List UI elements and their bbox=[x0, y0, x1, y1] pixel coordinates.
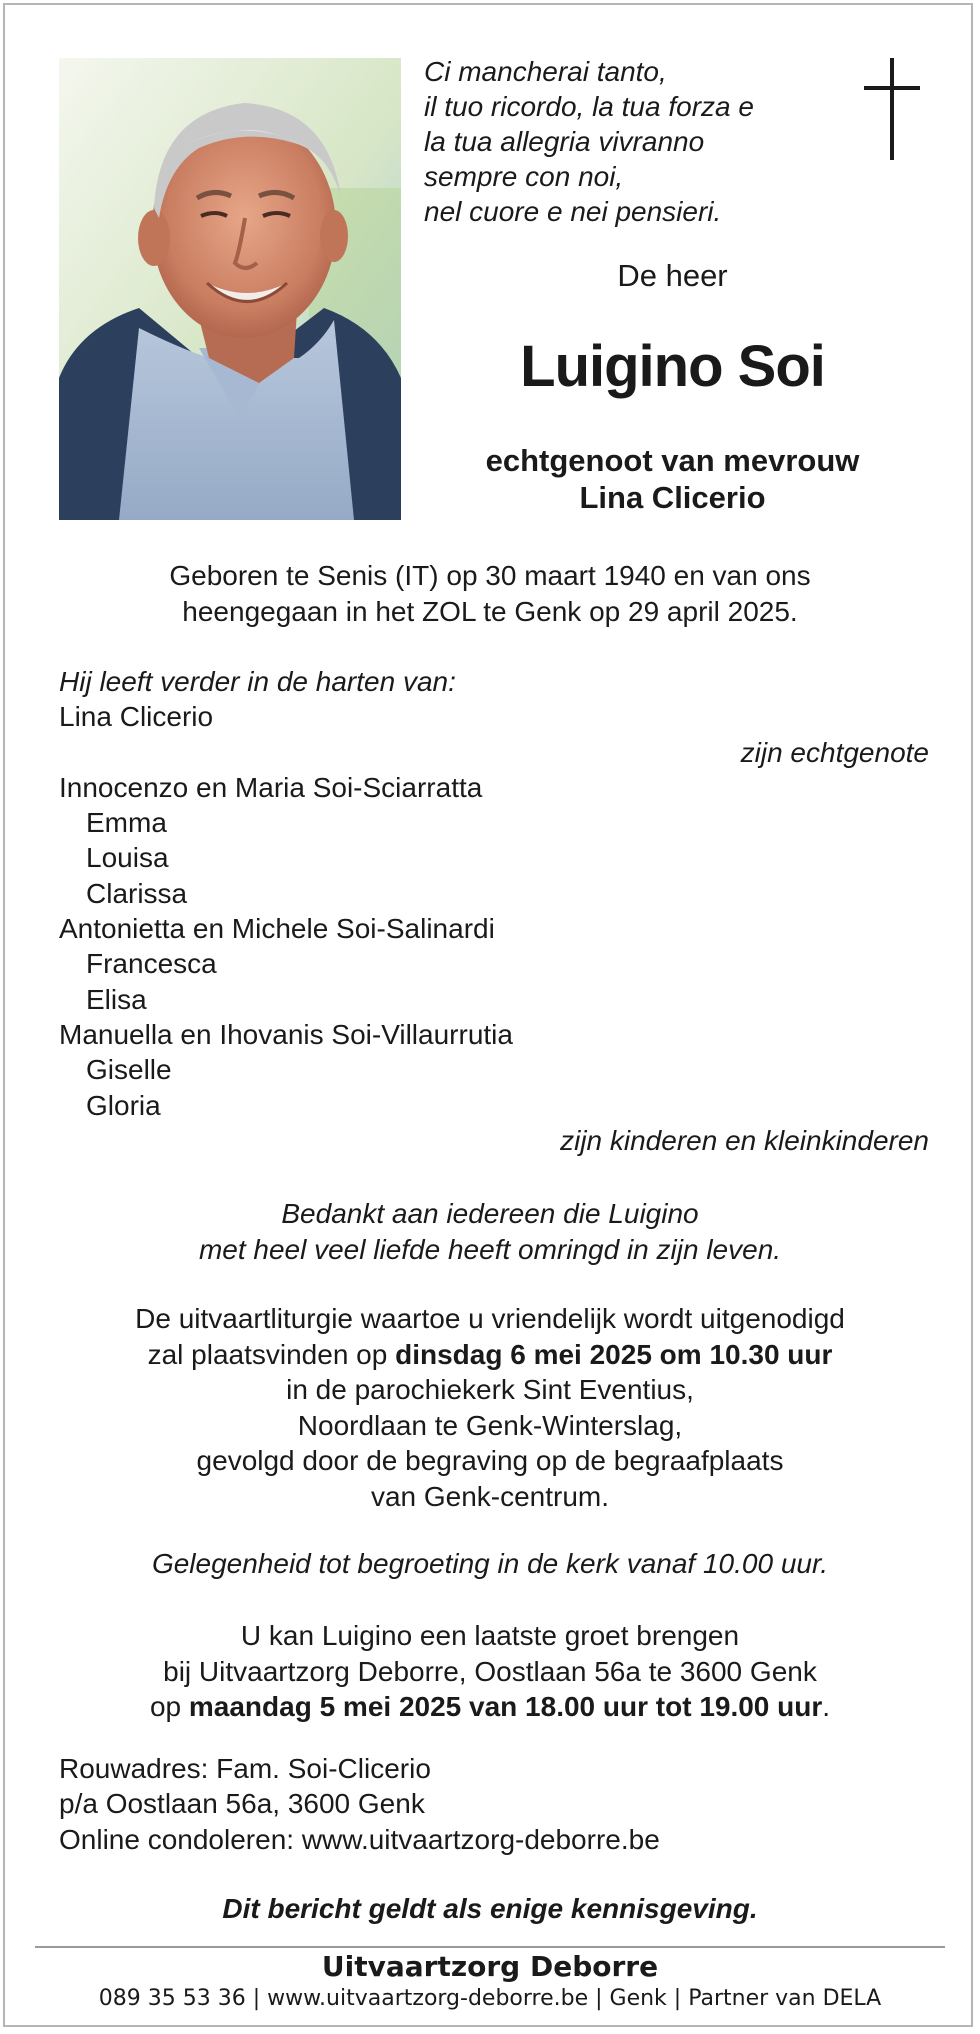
birth-death-info bbox=[0, 558, 980, 630]
family-intro: Hij leeft verder in de harten van: bbox=[59, 666, 456, 697]
address-line: Rouwadres: Fam. Soi-Clicerio bbox=[59, 1753, 431, 1784]
family-member: Lina Clicerio bbox=[59, 701, 214, 733]
funeral-line: in de parochiekerk Sint Eventius, bbox=[286, 1374, 694, 1405]
birth-line: Geboren te Senis (IT) op 30 maart 1940 en van ons bbox=[169, 560, 811, 591]
family-member: Manuella en Ihovanis Soi-Villaurrutia bbox=[59, 1018, 513, 1050]
poem-line: sempre con noi, bbox=[424, 161, 624, 192]
funeral-line bbox=[0, 1337, 980, 1373]
grandchild: Elisa bbox=[86, 983, 147, 1015]
family-role: zijn kinderen en kleinkinderen bbox=[560, 1124, 929, 1156]
poem-line: nel cuore e nei pensieri. bbox=[424, 196, 722, 227]
poem bbox=[424, 54, 804, 229]
portrait-photo bbox=[59, 58, 401, 520]
thanks-message bbox=[0, 1196, 980, 1268]
visit-line bbox=[0, 1689, 980, 1725]
grandchild: Emma bbox=[86, 807, 167, 839]
honorific: De heer bbox=[617, 258, 728, 293]
family-member: Antonietta en Michele Soi-Salinardi bbox=[59, 913, 495, 945]
address-line: p/a Oostlaan 56a, 3600 Genk bbox=[59, 1788, 425, 1820]
grandchild: Louisa bbox=[86, 842, 169, 874]
thanks-line: Bedankt aan iedereen die Luigino bbox=[281, 1198, 699, 1229]
cross-icon bbox=[862, 58, 922, 160]
visit-info bbox=[0, 1618, 980, 1725]
grandchild: Gloria bbox=[86, 1089, 161, 1121]
funeral-datetime: dinsdag 6 mei 2025 om 10.30 uur bbox=[395, 1338, 833, 1370]
grandchild: Francesca bbox=[86, 948, 217, 980]
funeral-home-name: Uitvaartzorg Deborre bbox=[321, 1950, 659, 1983]
poem-line: Ci mancherai tanto, bbox=[424, 56, 667, 87]
family-role: zijn echtgenote bbox=[740, 736, 929, 768]
poem-line: la tua allegria vivranno bbox=[424, 126, 705, 157]
funeral-line: gevolgd door de begraving op de begraafplaats bbox=[196, 1445, 784, 1476]
family-member: Innocenzo en Maria Soi-Sciarratta bbox=[59, 771, 483, 803]
family-list bbox=[59, 664, 929, 1158]
visit-suffix: . bbox=[822, 1691, 831, 1722]
visit-prefix: op bbox=[149, 1691, 189, 1722]
visit-line: bij Uitvaartzorg Deborre, Oostlaan 56a te 3600 Genk bbox=[163, 1655, 817, 1687]
visit-line: U kan Luigino een laatste groet brengen bbox=[240, 1620, 740, 1651]
funeral-line: De uitvaartliturgie waartoe u vriendelijk wordt uitgenodigd bbox=[135, 1303, 845, 1334]
funeral-line: van Genk-centrum. bbox=[370, 1480, 610, 1512]
death-line: heengegaan in het ZOL te Genk op 29 april 2025. bbox=[182, 596, 798, 627]
funeral-line: Noordlaan te Genk-Winterslag, bbox=[297, 1409, 683, 1441]
grandchild: Giselle bbox=[86, 1054, 172, 1086]
visit-datetime: maandag 5 mei 2025 van 18.00 uur tot 19.00 uur bbox=[188, 1691, 823, 1722]
divider bbox=[35, 1946, 945, 1948]
funeral-info bbox=[0, 1301, 980, 1514]
spouse-info bbox=[420, 442, 925, 516]
funeral-prefix: zal plaatsvinden op bbox=[147, 1338, 396, 1370]
condolence-link[interactable]: Online condoleren: www.uitvaartzorg-deborre.be bbox=[59, 1823, 660, 1855]
mourning-address bbox=[59, 1751, 929, 1857]
notice: Dit bericht geldt als enige kennisgeving. bbox=[222, 1893, 758, 1924]
poem-line: il tuo ricordo, la tua forza e bbox=[424, 91, 754, 122]
spouse-name: Lina Clicerio bbox=[579, 480, 766, 515]
funeral-home-contact: 089 35 53 36 | www.uitvaartzorg-deborre.be | Genk | Partner van DELA bbox=[98, 1986, 882, 2011]
thanks-line: met heel veel liefde heeft omringd in zijn leven. bbox=[198, 1234, 782, 1265]
greeting-info: Gelegenheid tot begroeting in de kerk vanaf 10.00 uur. bbox=[151, 1548, 829, 1579]
spouse-line: echtgenoot van mevrouw bbox=[485, 443, 860, 478]
grandchild: Clarissa bbox=[86, 877, 188, 909]
deceased-name: Luigino Soi bbox=[520, 334, 825, 399]
